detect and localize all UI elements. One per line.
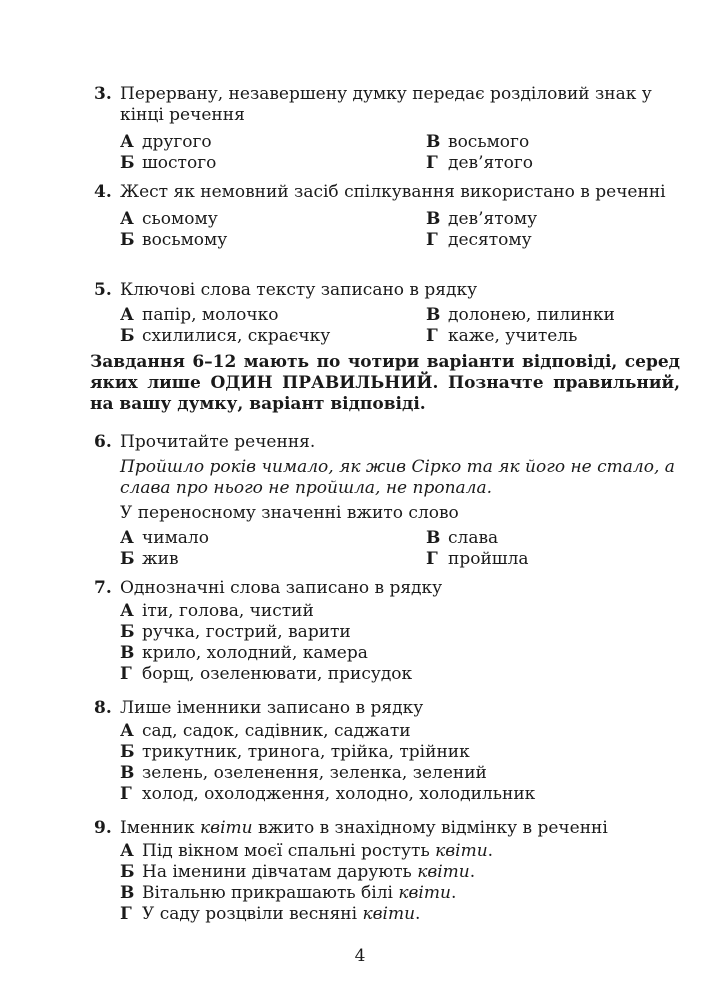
question-number: 7. [94, 578, 112, 598]
option-punct: . [415, 904, 421, 924]
option-letter: Г [426, 326, 438, 346]
question-3 [94, 84, 684, 174]
question-number: 5. [94, 280, 112, 300]
question-text: Жест як немовний засіб спілкування використано в реченні [120, 182, 666, 202]
option-letter: В [426, 132, 441, 152]
option-v[interactable] [120, 883, 684, 904]
keyword: квіти [435, 841, 488, 861]
option-text: сьомому [142, 209, 218, 229]
option-text: каже, учитель [448, 326, 578, 346]
question-text: Ключові слова тексту записано в рядку [120, 280, 478, 300]
option-text: крило, холодний, камера [142, 643, 368, 663]
keyword: квіти [362, 904, 416, 924]
option-letter: А [120, 132, 134, 152]
option-v[interactable] [426, 305, 615, 326]
option-h[interactable] [120, 904, 684, 925]
option-letter: А [120, 305, 134, 325]
option-text: другого [142, 132, 212, 152]
option-a[interactable] [120, 721, 684, 742]
option-text: зелень, озеленення, зеленка, зелений [142, 763, 487, 783]
question-number: 8. [94, 698, 112, 718]
options-list [120, 841, 684, 925]
options-list [120, 721, 684, 805]
option-letter: Г [120, 904, 132, 924]
option-letter: А [120, 721, 134, 741]
question-number: 3. [94, 84, 112, 104]
option-text: жив [142, 549, 179, 569]
option-text: восьмого [448, 132, 530, 152]
option-a[interactable] [120, 305, 279, 326]
option-h[interactable] [426, 230, 532, 251]
option-text: шостого [142, 153, 217, 173]
option-text: іти, голова, чистий [142, 601, 314, 621]
option-letter: А [120, 601, 134, 621]
option-text: сад, садок, садівник, саджати [142, 721, 411, 741]
option-letter: Б [120, 230, 135, 250]
question-text: Прочитайте речення. [120, 432, 316, 452]
option-b[interactable] [120, 742, 684, 763]
option-text: холод, охолодження, холодно, холодильник [142, 784, 536, 804]
option-letter: А [120, 841, 134, 861]
option-b[interactable] [120, 862, 684, 883]
option-letter: В [426, 209, 441, 229]
option-h[interactable] [426, 153, 533, 174]
question-prompt: У переносному значенні вжито слово [120, 503, 459, 523]
question-6 [94, 432, 684, 570]
question-text-part: вжито в знахідному відмінку в реченні [252, 818, 608, 838]
option-b[interactable] [120, 622, 684, 643]
option-text: борщ, озеленювати, присудок [142, 664, 413, 684]
option-a[interactable] [120, 528, 209, 549]
option-v[interactable] [426, 132, 529, 153]
option-a[interactable] [120, 209, 218, 230]
option-text: трикутник, тринога, трійка, трійник [142, 742, 470, 762]
question-5 [94, 280, 684, 347]
keyword: квіти [398, 883, 451, 903]
options-grid [120, 209, 684, 251]
options-grid [120, 132, 684, 174]
option-letter: А [120, 528, 134, 548]
option-letter: В [426, 528, 441, 548]
options-grid [120, 528, 684, 570]
option-b[interactable] [120, 230, 227, 251]
option-text: долонею, пилинки [448, 305, 615, 325]
option-letter: Г [426, 153, 438, 173]
option-text: На іменини дівчатам дарують [142, 862, 418, 882]
keyword: квіти [200, 818, 253, 838]
option-text: чимало [142, 528, 209, 548]
options-list [120, 601, 684, 685]
question-text: Лише іменники записано в рядку [120, 698, 424, 718]
page-number: 4 [354, 946, 366, 966]
option-text: Вітальню прикрашають білі [142, 883, 399, 903]
option-letter: Б [120, 549, 135, 569]
option-letter: Б [120, 622, 135, 642]
option-letter: Б [120, 153, 135, 173]
option-letter: В [120, 883, 135, 903]
question-4 [94, 182, 684, 251]
keyword: квіти [417, 862, 470, 882]
option-v[interactable] [120, 643, 684, 664]
option-b[interactable] [120, 326, 330, 347]
option-letter: Б [120, 742, 135, 762]
question-7 [94, 578, 684, 685]
option-letter: В [426, 305, 441, 325]
option-text: дев’ятому [448, 209, 538, 229]
option-punct: . [450, 883, 457, 903]
section-instruction: Завдання 6–12 мають по чотири варіанти відповіді, серед яких лише ОДИН ПРАВИЛЬНИЙ. Позначте правильний, на вашу думку, варіант відповіді. [90, 352, 680, 414]
option-h[interactable] [426, 326, 577, 347]
option-h[interactable] [426, 549, 529, 570]
option-text: схилилися, скраєчку [142, 326, 331, 346]
option-text: слава [448, 528, 499, 548]
option-v[interactable] [120, 763, 684, 784]
option-letter: А [120, 209, 134, 229]
option-letter: Г [426, 549, 438, 569]
option-a[interactable] [120, 132, 212, 153]
question-text: Однозначні слова записано в рядку [120, 578, 443, 598]
option-text: У саду розцвіли весняні [142, 904, 363, 924]
question-9 [94, 818, 684, 925]
option-letter: В [120, 643, 135, 663]
option-text: ручка, гострий, варити [142, 622, 351, 642]
option-letter: В [120, 763, 135, 783]
question-text: Перервану, незавершену думку передає розділовий знак у кінці речення [120, 84, 652, 125]
option-punct: . [487, 841, 494, 861]
option-letter: Б [120, 326, 135, 346]
question-number: 6. [94, 432, 112, 452]
option-b[interactable] [120, 153, 216, 174]
option-v[interactable] [426, 528, 498, 549]
question-number: 9. [94, 818, 112, 838]
options-grid [120, 305, 684, 347]
option-text: пройшла [448, 549, 529, 569]
option-b[interactable] [120, 549, 179, 570]
option-h[interactable] [120, 664, 684, 685]
option-letter: Г [426, 230, 438, 250]
option-letter: Б [120, 862, 135, 882]
option-a[interactable] [120, 841, 684, 862]
option-v[interactable] [426, 209, 537, 230]
option-text: Під вікном моєї спальні ростуть [142, 841, 436, 861]
option-a[interactable] [120, 601, 684, 622]
option-h[interactable] [120, 784, 684, 805]
question-8 [94, 698, 684, 805]
question-number: 4. [94, 182, 112, 202]
option-text: дев’ятого [448, 153, 534, 173]
option-punct: . [469, 862, 476, 882]
option-text: восьмому [142, 230, 228, 250]
question-text [120, 818, 684, 839]
quoted-sentence: Пройшло років чимало, як жив Сірко та як його не стало, а слава про нього не пройшла, не пропала. [120, 457, 675, 498]
option-text: папір, молочко [142, 305, 279, 325]
option-letter: Г [120, 664, 132, 684]
option-text: десятому [448, 230, 532, 250]
option-letter: Г [120, 784, 132, 804]
question-text-part: Іменник [120, 818, 201, 838]
